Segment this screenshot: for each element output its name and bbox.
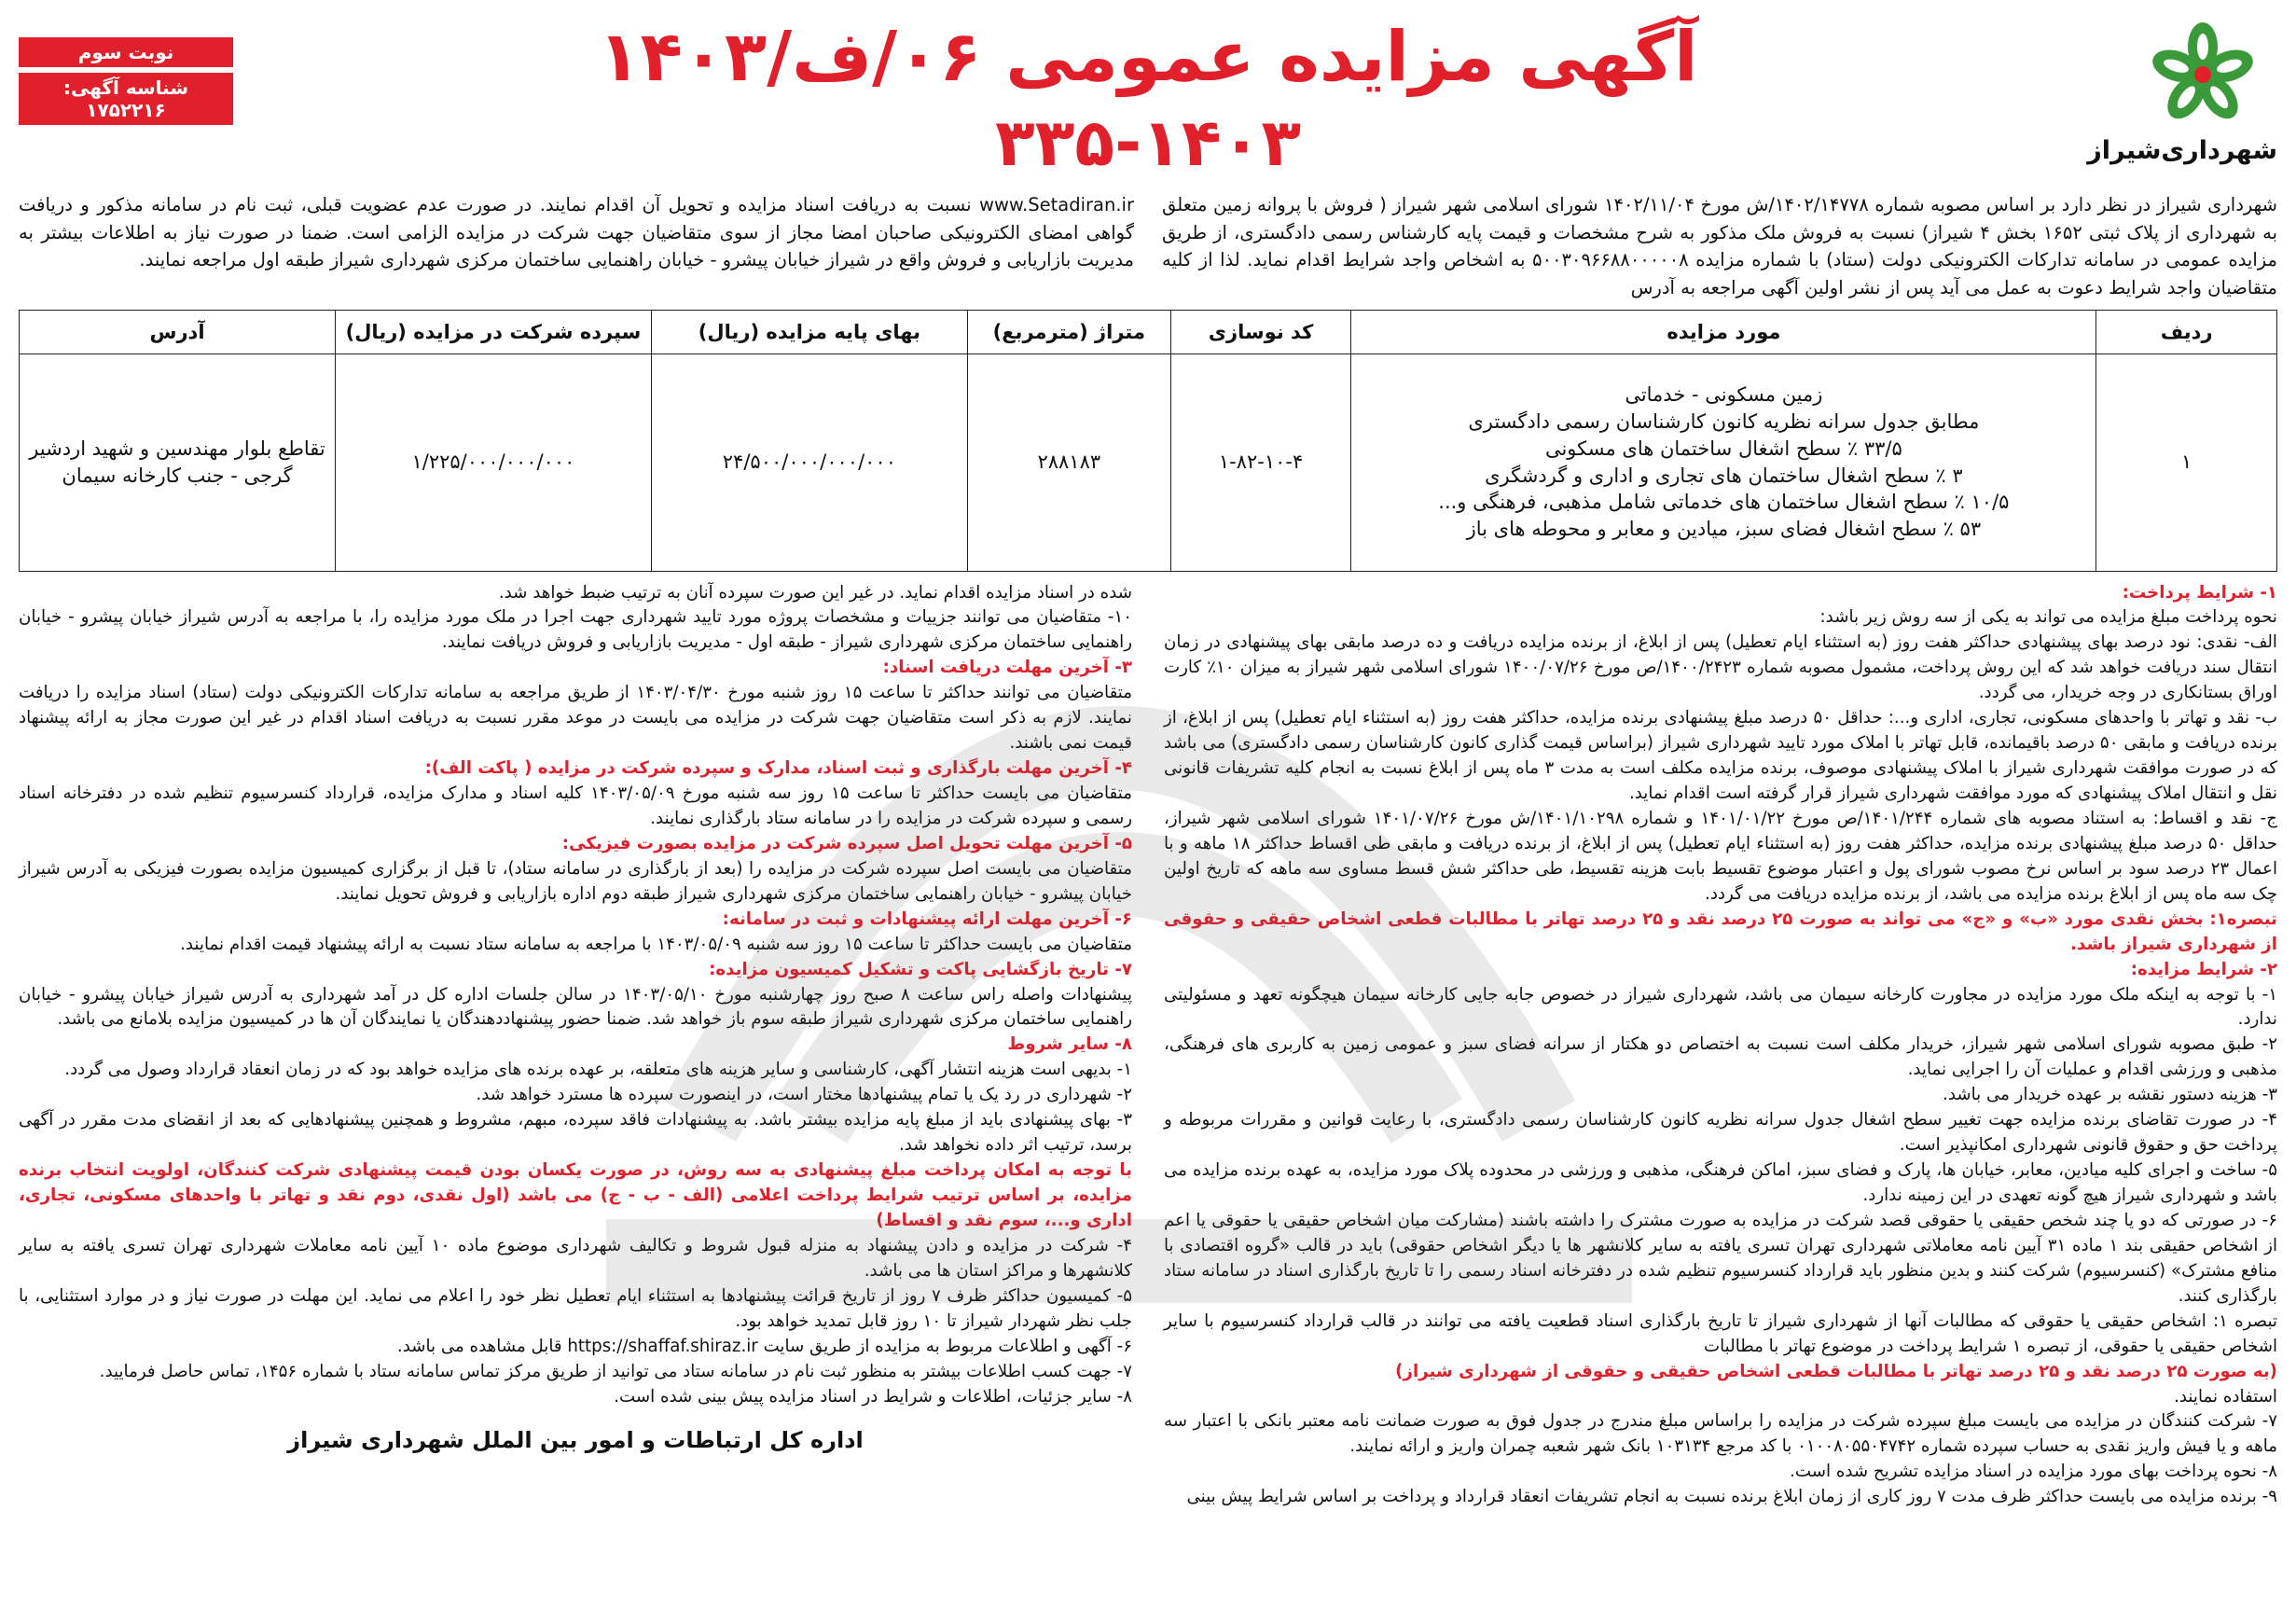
item-line: ۵۳ ٪ سطح اشغال فضای سبز، میادین و معابر و محوطه های باز xyxy=(1466,518,1982,541)
intro-text xyxy=(19,191,2277,302)
col-header-deposit: سپرده شرکت در مزایده (ریال) xyxy=(335,310,651,354)
notice-badges xyxy=(19,37,233,131)
paragraph: ۱- بدیهی است هزینه انتشار آگهی، کارشناسی و سایر هزینه های متعلقه، بر عهده برنده های مزایده خواهد بود که در زمان انعقاد قرارداد وصول می گردد. xyxy=(64,1060,1132,1080)
section-heading: ۸- سایر شروط xyxy=(1007,1034,1132,1055)
conditions-left-list xyxy=(19,581,1132,1410)
paragraph: ۷- جهت کسب اطلاعات بیشتر به منظور ثبت نام در سامانه ستاد می توانید از طریق مرکز تماس سامانه ستاد با شماره ۱۴۵۶، تماس حاصل فرمایید. xyxy=(99,1361,1132,1381)
paragraph: ۳- بهای پیشنهادی باید از مبلغ پایه مزایده بیشتر باشد. به پیشنهادات فاقد سپرده، مبهم، مشروط و همچنین پیشنهادهایی که بعد از انقضای مدت مقرر در آگهی برسد، ترتیب اثر داده نخواهد شد. xyxy=(19,1110,1132,1156)
auction-notice-page xyxy=(19,11,2277,1611)
conditions xyxy=(19,581,2277,1511)
round-badge: نوبت سوم xyxy=(19,37,233,67)
item-line: ۳ ٪ سطح اشغال ساختمان های تجاری و اداری و گردشگری xyxy=(1485,464,1963,487)
paragraph: متقاضیان می بایست حداکثر تا ساعت ۱۵ روز سه شنبه مورخ ۱۴۰۳/۰۵/۰۹ کلیه اسناد و مدارک مزایده، قرارداد کنسرسیوم تنظیم شده در دفترخانه اسناد رسمی و سپرده شرکت در مزایده را در سامانه ستاد بارگذاری نمایند. xyxy=(19,783,1132,828)
table-row xyxy=(20,354,2277,571)
paragraph: ۴- در صورت تقاضای برنده مزایده جهت تغییر سطح اشغال جدول سرانه نظریه کانون کارشناسان رسمی دادگستری، با رعایت قوانین و مقررات مربوطه و پرداخت حق و حقوق قانونی شهرداری امکانپذیر است. xyxy=(1164,1110,2277,1156)
auction-items-table xyxy=(19,310,2277,572)
section-heading: ۱- شرایط پرداخت: xyxy=(2122,582,2277,603)
item-line: ۳۳/۵ ٪ سطح اشغال ساختمان های مسکونی xyxy=(1544,437,1902,460)
notice-title: آگهی مزایده عمومی ۰۶/ف/۱۴۰۳ xyxy=(598,17,1698,97)
col-header-index: ردیف xyxy=(2096,310,2277,354)
paragraph: متقاضیان می بایست اصل سپرده شرکت در مزایده را (بعد از بارگذاری در سامانه ستاد)، تا قبل از برگزاری کمیسیون مزایده بصورت فیزیکی به آدرس شیراز خیابان پیشرو - خیابان راهنمایی ساختمان مرکزی شهرداری شیراز طبقه دوم اداره بازاریابی و فروش تحویل نمایند. xyxy=(19,858,1132,904)
highlight-note: با توجه به امکان پرداخت مبلغ پیشنهادی به سه روش، در صورت یکسان بودن قیمت پیشنهادی شرکت کنندگان، اولویت انتخاب برنده مزایده، بر اساس ترتیب شرایط پرداخت اعلامی (الف - ب - ج) می باشد (اول نقدی، دوم نقد و تهاتر با واحدهای مسکونی، تجاری، اداری و...، سوم نقد و اقساط) xyxy=(19,1160,1132,1230)
section-heading: ۲- شرایط مزایده: xyxy=(2130,959,2277,979)
paragraph: ۲- طبق مصوبه شورای اسلامی شهر شیراز، خریدار مکلف است نسبت به اختصاص دو هکتار از سرانه فضای سبز و عمومی زمین به کاربری های فرهنگی، مذهبی و ورزشی اقدام و عملیات آن را اجرایی نماید. xyxy=(1164,1034,2277,1080)
signature: اداره کل ارتباطات و امور بین الملل شهرداری شیراز xyxy=(287,1427,864,1454)
paragraph: ۵- کمیسیون حداکثر ظرف ۷ روز از تاریخ قرائت پیشنهادها به استثناء ایام تعطیل نظر خود را اعلام می نماید. این مهلت در صورت نیاز و در موارد استثنایی، با جلب نظر شهردار شیراز تا ۱۰ روز قابل تمدید خواهد بود. xyxy=(19,1285,1132,1331)
paragraph: ۸- نحوه پرداخت بهای مورد مزایده در اسناد مزایده تشریح شده است. xyxy=(1790,1462,2277,1482)
conditions-right-column xyxy=(1164,581,2277,1511)
section-heading: ۶- آخرین مهلت ارائه پیشنهادات و ثبت در سامانه: xyxy=(722,908,1132,929)
table-header-row xyxy=(20,310,2277,354)
row-area: ۲۸۸۱۸۳ xyxy=(967,354,1170,571)
section-heading: ۴- آخرین مهلت بارگذاری و ثبت اسناد، مدارک و سپرده شرکت در مزایده ( پاکت الف): xyxy=(424,758,1132,779)
highlight-note: (به صورت ۲۵ درصد نقد و ۲۵ درصد تهاتر با مطالبات قطعی اشخاص حقیقی و حقوقی از شهرداری شیراز) xyxy=(1395,1361,2277,1381)
row-code: ۱-۸۲-۱۰-۴ xyxy=(1170,354,1351,571)
paragraph: ۴- شرکت در مزایده و دادن پیشنهاد به منزله قبول شروط و تکالیف شهرداری موضوع ماده ۱۰ آیین نامه معاملات شهرداری تهران تسری یافته به سایر کلانشهرها و مراکز استان ها می باشد. xyxy=(19,1235,1132,1281)
paragraph: متقاضیان می بایست حداکثر تا ساعت ۱۵ روز سه شنبه ۱۴۰۳/۰۵/۰۹ با مراجعه به سامانه ستاد نسبت به ارائه پیشنهاد قیمت اقدام نمایند. xyxy=(180,934,1132,954)
row-item xyxy=(1351,354,2096,571)
row-deposit: ۱/۲۲۵/۰۰۰/۰۰۰/۰۰۰ xyxy=(335,354,651,571)
paragraph: تبصره ۱: اشخاص حقیقی یا حقوقی که مطالبات آنها از شهرداری شیراز تا تاریخ بارگذاری اسناد قطعیت یافته می توانند در قالب قرارداد کنسرسیوم با سایر اشخاص حقیقی یا حقوقی، از تبصره ۱ شرایط پرداخت در موضوع تهاتر با مطالبات xyxy=(1164,1310,2277,1356)
paragraph: ۶- آگهی و اطلاعات مربوط به مزایده از طریق سایت https://shaffaf.shiraz.ir قابل مشاهده می باشد. xyxy=(396,1336,1132,1356)
paragraph: ۱۰- متقاضیان می توانند جزییات و مشخصات پروژه مورد تایید شهرداری جهت اجرا در ملک مورد مزایده را، با مراجعه به آدرس شیراز خیابان پیشرو - خیابان راهنمایی ساختمان مرکزی شهرداری شیراز - طبقه اول - مدیریت بازاریابی و فروش دریافت نمایند. xyxy=(19,607,1132,653)
org-name: شهرداری‌شیراز xyxy=(2087,136,2277,165)
col-header-area: متراژ (مترمربع) xyxy=(967,310,1170,354)
paragraph: ج- نقد و اقساط: به استناد مصوبه های شماره ۱۴۰۱/۲۴۴/ص مورخ ۱۴۰۱/۰۱/۲۲ و شماره ۱۴۰۱/۱۰۲۹۸/ش مورخ ۱۴۰۱/۰۷/۲۶ شورای اسلامی شهر شیراز، حداقل ۵۰ درصد مبلغ پیشنهادی برنده مزایده، حداکثر هفت روز (به استثناء ایام تعطیل) پس از ابلاغ، از برنده دریافت و مابقی طی اقساط حداکثر ۱۸ ماهه و با اعمال ۲۳ درصد سود بر اساس نرخ مصوب شورای پول و اعتبار موضوع تقسیط بابت هزینه تقسیط، طی حداکثر شش قسط مساوی سه ماهه که تاریخ اولین چک سه ماه پس از ابلاغ برنده مزایده می باشد، از برنده مزایده دریافت می گردد. xyxy=(1164,808,2278,904)
item-line: ۱۰/۵ ٪ سطح اشغال ساختمان های خدماتی شامل مذهبی، فرهنگی و... xyxy=(1438,491,2010,514)
section-heading: ۳- آخرین مهلت دریافت اسناد: xyxy=(882,658,1132,678)
section-heading: ۷- تاریخ بازگشایی پاکت و تشکیل کمیسیون مزایده: xyxy=(709,959,1132,979)
paragraph: ۸- سایر جزئیات، اطلاعات و شرایط در اسناد مزایده پیش بینی شده است. xyxy=(614,1386,1132,1407)
col-header-base-price: بهای پایه مزایده (ریال) xyxy=(651,310,967,354)
paragraph: ۷- شرکت کنندگان در مزایده می بایست مبلغ سپرده شرکت در مزایده را براساس مبلغ مندرج در جدول فوق به صورت ضمانت نامه معتبر بانکی با اعتبار سه ماهه و یا فیش واریز نقدی به حساب سپرده شماره ۰۱۰۰۸۰۵۵۰۴۷۴۲ با کد مرجع ۱۰۳۱۳۴ بانک شهر شعبه چمران واریز و ارائه نمایند. xyxy=(1164,1411,2277,1457)
item-line: زمین مسکونی - خدماتی xyxy=(1625,382,1823,406)
paragraph: ۱- با توجه به اینکه ملک مورد مزایده در مجاورت کارخانه سیمان می باشد، شهرداری شیراز در خصوص جابه جایی کارخانه سیمان هیچگونه تعهد و مسئولیتی ندارد. xyxy=(1164,984,2277,1030)
paragraph: ب- نقد و تهاتر با واحدهای مسکونی، تجاری، اداری و...: حداقل ۵۰ درصد مبلغ پیشنهادی برنده مزایده، حداکثر هفت روز (به استثناء ایام تعطیل) پس از ابلاغ، از برنده دریافت و مابقی ۵۰ درصد باقیمانده، قابل تهاتر با املاک مورد تایید شهرداری شیراز (براساس قیمت گذاری کانون کارشناسان رسمی دادگستری) می باشد که در صورت موافقت شهرداری شیراز با املاک پیشنهادی موصوف، برنده مزایده مکلف است به مدت ۳ ماه پس از ابلاغ نسبت به انجام کلیه تشریفات قانونی نقل و انتقال املاک پیشنهادی که مورد موافقت شهرداری شیراز قرار گرفته است اقدام نماید. xyxy=(1164,708,2278,803)
intro-left: www.Setadiran.ir نسبت به دریافت اسناد مزایده و تحویل آن اقدام نمایند. در صورت عدم عضویت قبلی، ثبت نام در سامانه مذکور و دریافت گواهی امضای الکترونیکی صاحبان امضا مجاز از سوی متقاضیان جهت شرکت در مزایده الزامی است. ضمنا در صورت نیاز به اطلاعات بیشتر به مدیریت بازاریابی و فروش واقع در شیراز خیابان پیشرو - خیابان راهنمایی ساختمان مرکزی شهرداری شیراز طبقه اول مراجعه نمایند. xyxy=(19,194,1134,271)
paragraph: شده در اسناد مزایده اقدام نماید. در غیر این صورت سپرده آنان به ترتیب ضبط خواهد شد. xyxy=(498,582,1132,603)
paragraph: ۵- ساخت و اجرای کلیه میادین، معابر، خیابان ها، پارک و فضای سبز، اماکن فرهنگی، مذهبی و ورزشی در محدوده پلاک مورد مزایده، به عهده برنده مزایده می باشد و شهرداری شیراز هیچ گونه تعهدی در این زمینه ندارد. xyxy=(1164,1160,2277,1205)
paragraph: نحوه پرداخت مبلغ مزایده می تواند به یکی از سه روش زیر باشد: xyxy=(1819,607,2277,628)
col-header-address: آدرس xyxy=(20,310,336,354)
notice-number: ۳۳۵-۱۴۰۳ xyxy=(994,104,1302,181)
paragraph: استفاده نمایند. xyxy=(2174,1386,2277,1407)
paragraph: ۲- شهرداری در رد یک یا تمام پیشنهادها مختار است، در اینصورت سپرده ها مسترد خواهد شد. xyxy=(476,1085,1132,1105)
paragraph: پیشنهادات واصله راس ساعت ۸ صبح روز چهارشنبه مورخ ۱۴۰۳/۰۵/۱۰ در سالن جلسات اداره کل در آمد شهرداری به آدرس شیراز خیابان پیشرو - خیابان راهنمایی ساختمان مرکزی شهرداری شیراز طبقه سوم باز خواهد شد. ضمنا حضور پیشنهاددهندگان یا نمایندگان آن ها در کمیسیون مزایده بلامانع می باشد. xyxy=(19,984,1133,1030)
highlight-note: تبصره۱: بخش نقدی مورد «ب» و «ج» می تواند به صورت ۲۵ درصد نقد و ۲۵ درصد تهاتر با مطالبات قطعی اشخاص حقیقی و حقوقی از شهرداری شیراز باشد. xyxy=(1164,908,2277,954)
notice-id-badge: شناسه آگهی: ۱۷۵۲۲۱۶ xyxy=(19,73,233,125)
header xyxy=(19,11,2277,184)
paragraph: الف- نقدی: نود درصد بهای پیشنهادی حداکثر هفت روز (به استثناء ایام تعطیل) پس از ابلاغ، از برنده مزایده دریافت و ده درصد مابقی بهای پیشنهادی در زمان انتقال سند دریافت خواهد شد که این روش پرداخت، مشمول مصوبه شماره ۱۴۰۰/۲۴۲۳/ص مورخ ۱۴۰۰/۰۷/۲۶ شورای اسلامی شهر شیراز به میزان ۱۰٪ کارت اوراق بستانکاری در وجه خریدار، می گردد. xyxy=(1164,632,2278,703)
paragraph: متقاضیان می توانند حداکثر تا ساعت ۱۵ روز شنبه مورخ ۱۴۰۳/۰۴/۳۰ از طریق مراجعه به سامانه تدارکات الکترونیکی دولت (ستاد) اسناد مزایده را دریافت نمایند. لازم به ذکر است متقاضیان جهت شرکت در مزایده می بایست در موعد مقرر نسبت به دریافت اسناد اقدام در غیر این صورت مجاز به ارائه پیشنهاد قیمت نمی باشند. xyxy=(19,683,1133,754)
paragraph: ۳- هزینه دستور نقشه بر عهده خریدار می باشد. xyxy=(1943,1085,2277,1105)
intro-right: شهرداری شیراز در نظر دارد بر اساس مصوبه شماره ۱۴۰۲/۱۴۷۷۸/ش مورخ ۱۴۰۲/۱۱/۰۴ شورای اسلامی شهر شیراز ( فروش با پروانه زمین متعلق به شهرداری از پلاک ثبتی ۱۶۵۲ بخش ۴ شیراز) نسبت به فروش ملک مذکور به شرح مشخصات و قیمت پایه کارشناس رسمی دادگستری، از طریق مزایده عمومی در سامانه تدارکات الکترونیکی دولت (ستاد) با شماره مزایده ۵۰۰۳۰۹۶۶۸۸۰۰۰۰۰۸ به اشخاص واجد شرایط اقدام نماید. لذا از کلیه متقاضیان واجد شرایط دعوت به عمل می آید پس از نشر اولین آگهی مراجعه به آدرس xyxy=(1162,194,2277,298)
col-header-item: مورد مزایده xyxy=(1351,310,2096,354)
row-index: ۱ xyxy=(2096,354,2277,571)
paragraph: ۶- در صورتی که دو یا چند شخص حقیقی یا حقوقی قصد شرکت در مزایده به صورت مشترک را داشته باشند (مشارکت میان اشخاص حقیقی یا حقوقی یا اعم از اشخاص حقیقی بند ۱ ماده ۳۱ آیین نامه معاملاتی شهرداری تهران تسری یافته به سایر کلانشهر ها یا دیگر اشخاص حقوقی) باید در قالب «گروه اقتصادی با منافع مشترک» (کنسرسیوم) شرکت کنند و بدین منظور باید قرارداد کنسرسیوم تنظیم شده در دفترخانه اسناد رسمی را تا تاریخ بارگذاری اسناد در سامانه ستاد بارگذاری کنند. xyxy=(1164,1210,2277,1306)
paragraph: ۹- برنده مزایده می بایست حداکثر ظرف مدت ۷ روز کاری از زمان ابلاغ برنده نسبت به انجام تشریفات انعقاد قرارداد و پرداخت بر اساس شرایط پیش بینی xyxy=(1186,1487,2277,1507)
row-base-price: ۲۴/۵۰۰/۰۰۰/۰۰۰/۰۰۰ xyxy=(651,354,967,571)
item-line: مطابق جدول سرانه نظریه کانون کارشناسان رسمی دادگستری xyxy=(1468,409,1980,433)
section-heading: ۵- آخرین مهلت تحویل اصل سپرده شرکت در مزایده بصورت فیزیکی: xyxy=(561,833,1132,853)
row-address: تقاطع بلوار مهندسین و شهید اردشیر گرجی - جنب کارخانه سیمان xyxy=(20,354,336,571)
conditions-left-column xyxy=(19,581,1132,1511)
col-header-code: کد نوسازی xyxy=(1170,310,1351,354)
